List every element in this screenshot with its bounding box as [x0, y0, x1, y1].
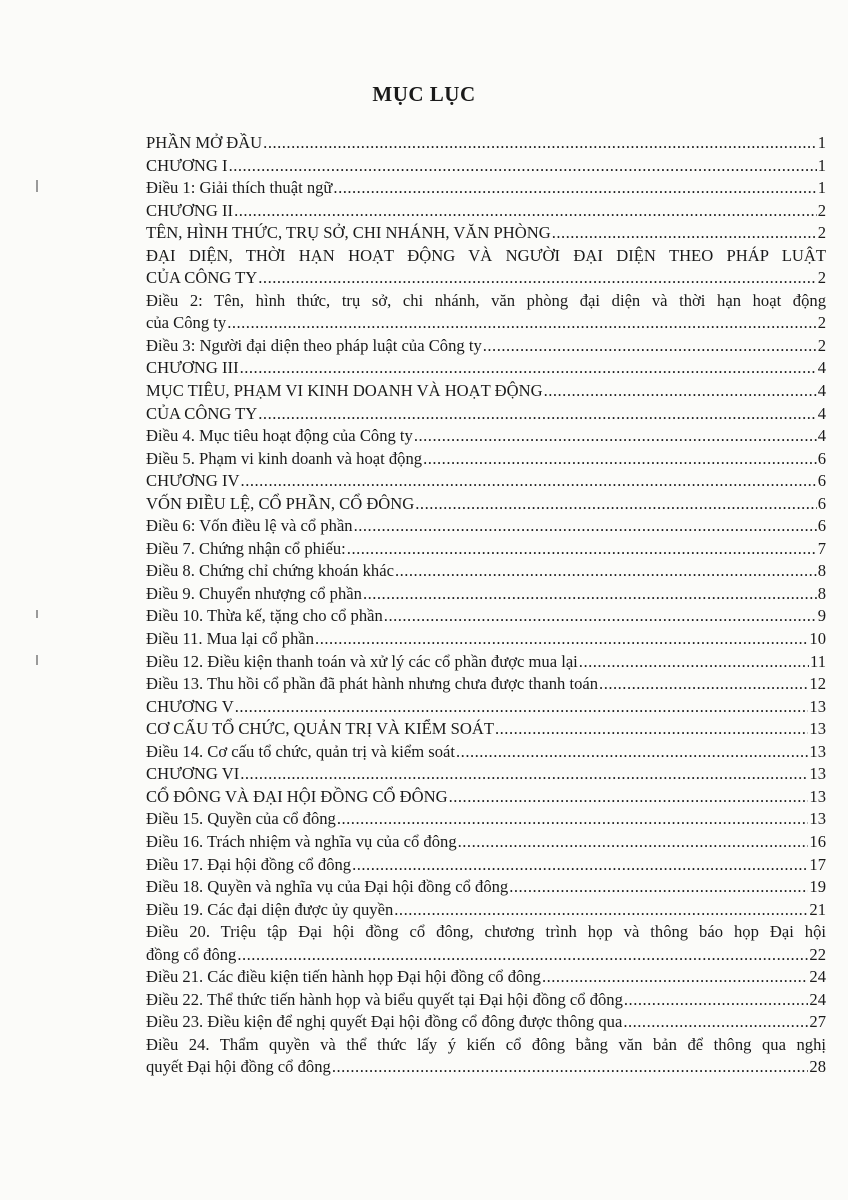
dot-leader: [354, 515, 817, 538]
toc-page-number: 9: [817, 606, 826, 626]
toc-entry[interactable]: [146, 132, 826, 155]
toc-entry-label: Điều 13. Thu hồi cổ phần đã phát hành nhưng chưa được thanh toán: [146, 674, 599, 694]
toc-entry[interactable]: [146, 1034, 826, 1079]
toc-entry-label: CỦA CÔNG TY: [146, 268, 258, 288]
toc-page-number: 8: [817, 583, 826, 603]
toc-page-number: 2: [817, 223, 826, 243]
toc-page-number: 13: [809, 741, 826, 761]
toc-entry-first-line: ĐẠI DIỆN, THỜI HẠN HOẠT ĐỘNG VÀ NGƯỜI ĐẠI DIỆN THEO PHÁP LUẬT: [146, 245, 826, 265]
toc-entry[interactable]: [146, 290, 826, 335]
toc-entry[interactable]: [146, 966, 826, 989]
toc-page-number: 27: [809, 1012, 826, 1032]
toc-entry-label: CHƯƠNG III: [146, 358, 239, 378]
toc-page-number: 1: [817, 155, 826, 175]
toc-page-number: 6: [817, 516, 826, 536]
toc-entry[interactable]: [146, 515, 826, 538]
toc-entry[interactable]: [146, 696, 826, 719]
dot-leader: [363, 583, 817, 606]
toc-entry[interactable]: [146, 583, 826, 606]
toc-entry[interactable]: [146, 538, 826, 561]
toc-entry-label: Điều 3: Người đại diện theo pháp luật của Công ty: [146, 335, 482, 355]
toc-entry-label: Điều 9. Chuyển nhượng cổ phần: [146, 583, 362, 603]
dot-leader: [483, 335, 817, 358]
scan-edge: [36, 610, 38, 618]
toc-entry-label: Điều 14. Cơ cấu tổ chức, quản trị và kiểm soát: [146, 741, 456, 761]
toc-entry-label: CƠ CẤU TỔ CHỨC, QUẢN TRỊ VÀ KIỂM SOÁT: [146, 719, 494, 739]
toc-entry[interactable]: [146, 899, 826, 922]
toc-entry-label: CHƯƠNG IV: [146, 471, 240, 491]
toc-entry[interactable]: [146, 786, 826, 809]
dot-leader: [258, 267, 816, 290]
toc-entry[interactable]: [146, 808, 826, 831]
dot-leader: [229, 155, 817, 178]
toc-entry-label: Điều 18. Quyền và nghĩa vụ của Đại hội đồng cổ đông: [146, 877, 509, 897]
toc-entry-label: CHƯƠNG I: [146, 155, 228, 175]
toc-page-number: 24: [809, 967, 826, 987]
dot-leader: [415, 493, 816, 516]
toc-entry[interactable]: [146, 831, 826, 854]
toc-page-number: 4: [817, 381, 826, 401]
toc-entry-label: của Công ty: [146, 313, 227, 333]
dot-leader: [544, 380, 817, 403]
toc-page-number: 13: [809, 719, 826, 739]
dot-leader: [227, 312, 817, 335]
toc-entry-label: Điều 12. Điều kiện thanh toán và xử lý các cổ phần được mua lại: [146, 651, 578, 671]
toc-entry[interactable]: [146, 493, 826, 516]
dot-leader: [542, 966, 808, 989]
dot-leader: [456, 741, 808, 764]
dot-leader: [352, 854, 808, 877]
toc-entry-label: Điều 16. Trách nhiệm và nghĩa vụ của cổ đông: [146, 831, 457, 851]
toc-entry[interactable]: [146, 854, 826, 877]
dot-leader: [332, 1056, 809, 1079]
toc-entry-label: CỔ ĐÔNG VÀ ĐẠI HỘI ĐỒNG CỔ ĐÔNG: [146, 786, 448, 806]
dot-leader: [347, 538, 817, 561]
dot-leader: [623, 1011, 808, 1034]
toc-entry-label: MỤC TIÊU, PHẠM VI KINH DOANH VÀ HOẠT ĐỘNG: [146, 381, 543, 401]
dot-leader: [240, 357, 817, 380]
toc-entry-label: đồng cổ đông: [146, 944, 237, 964]
dot-leader: [552, 222, 817, 245]
toc-page-number: 28: [809, 1057, 826, 1077]
dot-leader: [263, 132, 817, 155]
dot-leader: [414, 425, 817, 448]
toc-page-number: 13: [809, 696, 826, 716]
toc-entry-first-line: Điều 2: Tên, hình thức, trụ sở, chi nhánh, văn phòng đại diện và thời hạn hoạt động: [146, 290, 826, 310]
dot-leader: [458, 831, 809, 854]
toc-entry-label: Điều 4. Mục tiêu hoạt động của Công ty: [146, 426, 413, 446]
toc-page-number: 13: [809, 764, 826, 784]
toc-page-number: 6: [817, 448, 826, 468]
dot-leader: [240, 763, 808, 786]
dot-leader: [237, 944, 808, 967]
toc-page-number: 19: [809, 877, 826, 897]
toc-entry[interactable]: [146, 380, 826, 403]
toc-entry-label: Điều 22. Thể thức tiến hành họp và biểu quyết tại Đại hội đồng cổ đông: [146, 989, 623, 1009]
toc-page-number: 11: [810, 651, 826, 671]
page-title: MỤC LỤC: [372, 82, 476, 106]
dot-leader: [258, 403, 816, 426]
toc-entry-label: Điều 10. Thừa kế, tặng cho cổ phần: [146, 606, 383, 626]
toc-page-number: 21: [809, 899, 826, 919]
toc-entry[interactable]: [146, 357, 826, 380]
toc-entry[interactable]: [146, 222, 826, 245]
toc-page-number: 2: [817, 335, 826, 355]
dot-leader: [234, 200, 817, 223]
toc-page-number: 6: [817, 471, 826, 491]
dot-leader: [509, 876, 808, 899]
toc-page-number: 8: [817, 561, 826, 581]
toc-entry-label: CHƯƠNG V: [146, 696, 234, 716]
toc-entry[interactable]: [146, 876, 826, 899]
dot-leader: [599, 673, 808, 696]
toc-entry-label: VỐN ĐIỀU LỆ, CỔ PHẦN, CỔ ĐÔNG: [146, 493, 415, 513]
dot-leader: [449, 786, 809, 809]
toc-entry[interactable]: [146, 155, 826, 178]
table-of-contents: [146, 132, 826, 1079]
toc-page-number: 2: [817, 313, 826, 333]
dot-leader: [495, 718, 808, 741]
toc-entry[interactable]: [146, 448, 826, 471]
toc-entry-label: Điều 5. Phạm vi kinh doanh và hoạt động: [146, 448, 423, 468]
toc-page-number: 12: [809, 674, 826, 694]
toc-entry-label: CHƯƠNG II: [146, 200, 234, 220]
scan-edge: [36, 655, 38, 665]
toc-entry-label: CHƯƠNG VI: [146, 764, 240, 784]
toc-entry[interactable]: [146, 177, 826, 200]
toc-entry[interactable]: [146, 470, 826, 493]
dot-leader: [337, 808, 809, 831]
dot-leader: [333, 177, 816, 200]
toc-page-number: 17: [809, 854, 826, 874]
dot-leader: [235, 696, 809, 719]
dot-leader: [395, 560, 817, 583]
dot-leader: [241, 470, 817, 493]
toc-entry[interactable]: [146, 425, 826, 448]
toc-entry[interactable]: [146, 673, 826, 696]
toc-page-number: 1: [817, 133, 826, 152]
toc-page-number: 10: [809, 629, 826, 649]
dot-leader: [624, 989, 809, 1012]
toc-page-number: 4: [817, 426, 826, 446]
toc-entry-label: Điều 1: Giải thích thuật ngữ: [146, 178, 333, 198]
toc-entry-first-line: Điều 20. Triệu tập Đại hội đồng cổ đông, chương trình họp và thông báo họp Đại hội: [146, 922, 826, 942]
toc-entry-label: Điều 21. Các điều kiện tiến hành họp Đại hội đồng cổ đông: [146, 967, 541, 987]
toc-entry[interactable]: [146, 245, 826, 290]
toc-entry-label: CỦA CÔNG TY: [146, 403, 258, 423]
toc-entry[interactable]: [146, 335, 826, 358]
toc-page-number: 7: [817, 538, 826, 558]
dot-leader: [394, 899, 808, 922]
toc-entry[interactable]: [146, 560, 826, 583]
toc-entry-label: Điều 17. Đại hội đồng cổ đông: [146, 854, 352, 874]
toc-entry-label: Điều 19. Các đại diện được ủy quyền: [146, 899, 394, 919]
toc-entry-label: TÊN, HÌNH THỨC, TRỤ SỞ, CHI NHÁNH, VĂN PHÒNG: [146, 223, 551, 243]
toc-entry[interactable]: [146, 921, 826, 966]
toc-entry[interactable]: [146, 605, 826, 628]
toc-entry-label: Điều 15. Quyền của cổ đông: [146, 809, 336, 829]
toc-page-number: 1: [817, 178, 826, 198]
toc-page-number: 13: [809, 786, 826, 806]
toc-page-number: 4: [817, 358, 826, 378]
toc-page-number: 2: [817, 268, 826, 288]
toc-entry-first-line: Điều 24. Thẩm quyền và thể thức lấy ý kiến cổ đông bằng văn bản để thông qua nghị: [146, 1034, 826, 1054]
toc-entry[interactable]: [146, 628, 826, 651]
toc-entry-label: Điều 11. Mua lại cổ phần: [146, 629, 315, 649]
scan-edge: [36, 180, 38, 192]
toc-entry-label: Điều 23. Điều kiện để nghị quyết Đại hội đồng cổ đông được thông qua: [146, 1012, 623, 1032]
dot-leader: [315, 628, 808, 651]
toc-entry[interactable]: [146, 763, 826, 786]
toc-entry-label: Điều 7. Chứng nhận cổ phiếu:: [146, 538, 346, 558]
toc-page-number: 2: [817, 200, 826, 220]
toc-page-number: 24: [809, 989, 826, 1009]
toc-page-number: 16: [809, 831, 826, 851]
toc-entry[interactable]: [146, 200, 826, 223]
toc-page-number: 13: [809, 809, 826, 829]
toc-entry[interactable]: [146, 718, 826, 741]
toc-entry[interactable]: [146, 403, 826, 426]
toc-entry-label: Điều 8. Chứng chỉ chứng khoán khác: [146, 561, 394, 581]
dot-leader: [384, 605, 817, 628]
dot-leader: [423, 448, 817, 471]
toc-entry-label: PHẦN MỞ ĐẦU: [146, 133, 263, 152]
toc-entry[interactable]: [146, 1011, 826, 1034]
toc-entry-label: quyết Đại hội đồng cổ đông: [146, 1057, 331, 1077]
toc-page-number: 22: [809, 944, 826, 964]
toc-entry[interactable]: [146, 741, 826, 764]
toc-page-number: 6: [817, 493, 826, 513]
toc-page-number: 4: [817, 403, 826, 423]
dot-leader: [579, 651, 809, 674]
toc-entry-label: Điều 6: Vốn điều lệ và cổ phần: [146, 516, 353, 536]
toc-entry[interactable]: [146, 651, 826, 674]
toc-entry[interactable]: [146, 989, 826, 1012]
